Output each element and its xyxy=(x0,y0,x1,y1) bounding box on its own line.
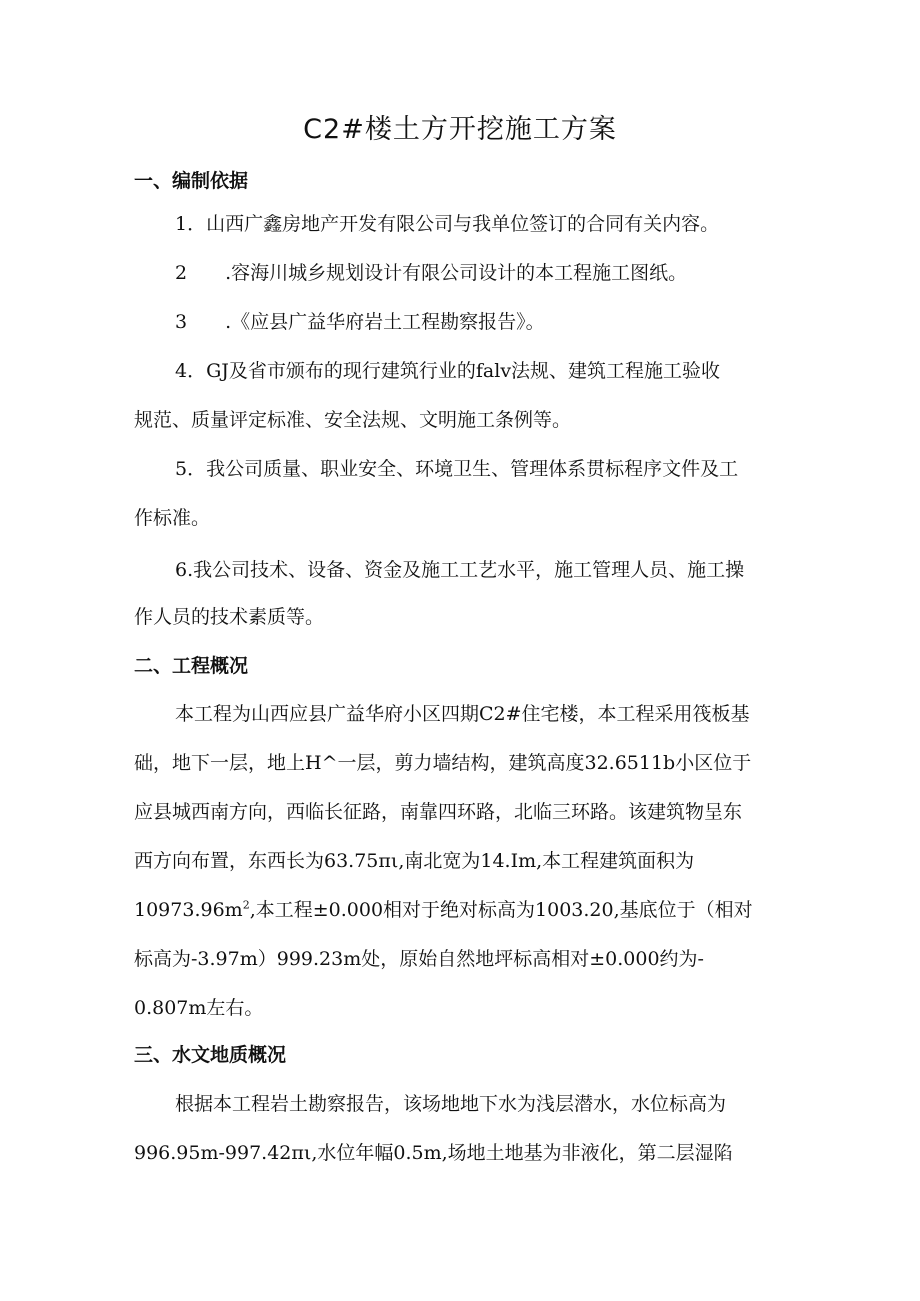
overview-line-7: 0.807m左右。 xyxy=(134,997,264,1019)
section-heading-overview: 二、工程概况 xyxy=(134,655,249,677)
basis-item-1: 1．山西广鑫房地产开发有限公司与我单位签订的合同有关内容。 xyxy=(175,213,720,235)
overview-line-1: 本工程为山西应县广益华府小区四期C2#住宅楼，本工程采用筏板基 xyxy=(175,703,750,725)
basis-item-3: 3 .《应县广益华府岩土工程勘察报告》。 xyxy=(175,311,545,333)
basis-item-5-line-2: 作标准。 xyxy=(134,507,211,529)
section-heading-basis: 一、编制依据 xyxy=(134,170,249,192)
basis-item-2: 2 .容海川城乡规划设计有限公司设计的本工程施工图纸。 xyxy=(175,262,688,284)
basis-item-4-line-1: 4．GJ及省市颁布的现行建筑行业的falv法规、建筑工程施工验收 xyxy=(175,360,721,382)
overview-line-5 xyxy=(134,895,753,925)
overview-area-value: 10973.96m xyxy=(134,899,243,921)
section-heading-hydrogeology: 三、水文地质概况 xyxy=(134,1044,287,1066)
overview-line-5-rest: ,本工程±0.000相对于绝对标高为1003.20,基底位于（相对 xyxy=(249,899,753,921)
basis-item-6-line-2: 作人员的技术素质等。 xyxy=(134,606,325,628)
overview-line-6: 标高为-3.97m）999.23m处，原始自然地坪标高相对±0.000约为- xyxy=(134,948,704,970)
hydrogeology-line-1: 根据本工程岩土勘察报告，该场地地下水为浅层潜水，水位标高为 xyxy=(175,1093,727,1115)
overview-line-2: 础，地下一层，地上H^一层，剪力墙结构，建筑高度32.6511b小区位于 xyxy=(134,752,752,774)
basis-item-5-line-1: 5．我公司质量、职业安全、环境卫生、管理体系贯标程序文件及工 xyxy=(175,458,739,480)
overview-line-3: 应县城西南方向，西临长征路，南靠四环路，北临三环路。该建筑物呈东 xyxy=(134,801,743,823)
overview-line-4: 西方向布置，东西长为63.75πι,南北宽为14.Im,本工程建筑面积为 xyxy=(134,850,695,872)
basis-item-4-line-2: 规范、质量评定标准、安全法规、文明施工条例等。 xyxy=(134,409,572,431)
document-title: C2#楼土方开挖施工方案 xyxy=(303,114,617,145)
basis-item-6-line-1: 6.我公司技术、设备、资金及施工工艺水平，施工管理人员、施工操 xyxy=(175,559,745,581)
area-unit-superscript: 2 xyxy=(242,898,250,912)
hydrogeology-line-2: 996.95m-997.42πι,水位年幅0.5m,场地土地基为非液化，第二层湿陷 xyxy=(134,1142,733,1164)
